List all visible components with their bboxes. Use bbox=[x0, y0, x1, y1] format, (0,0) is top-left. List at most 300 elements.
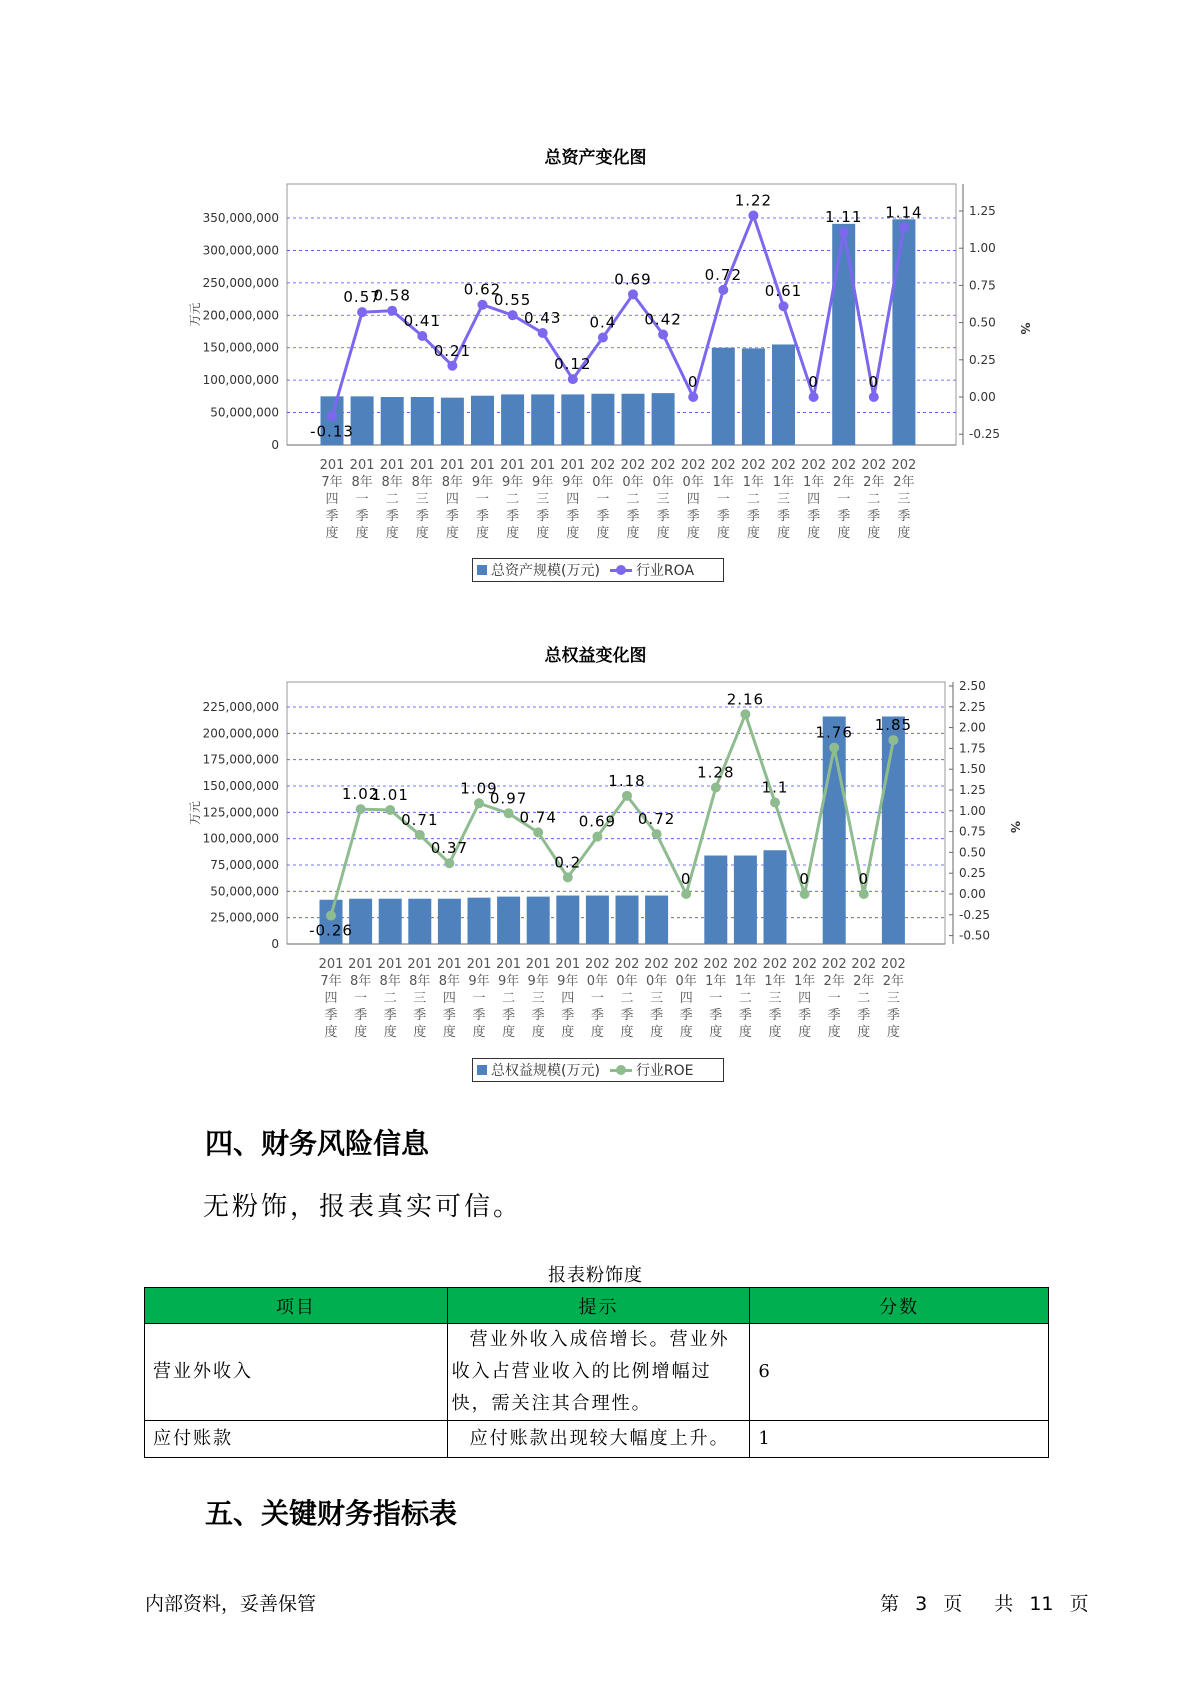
data-label: 1.85 bbox=[874, 716, 913, 735]
x-tick-label: 二 bbox=[746, 492, 760, 507]
bar bbox=[764, 850, 787, 944]
data-label: 0.72 bbox=[704, 265, 743, 284]
x-tick-label: 一 bbox=[354, 991, 368, 1006]
x-tick-label: 度 bbox=[383, 1025, 397, 1040]
x-tick-label: 季 bbox=[716, 509, 730, 524]
header-item: 项目 bbox=[145, 1288, 448, 1324]
line-point bbox=[504, 808, 514, 818]
x-tick-label: 季 bbox=[897, 509, 911, 524]
x-tick-label: 一 bbox=[596, 492, 610, 507]
x-tick-label: 一 bbox=[355, 492, 369, 507]
x-tick-label: 季 bbox=[620, 1008, 634, 1023]
x-tick-label: 度 bbox=[626, 526, 640, 541]
cell-item: 应付账款 bbox=[145, 1421, 448, 1458]
line-point bbox=[809, 392, 819, 402]
y-tick-right: 0.00 bbox=[969, 390, 996, 404]
x-tick-label: 202 bbox=[584, 957, 610, 972]
x-tick-label: 201 bbox=[318, 957, 344, 972]
data-label: 0 bbox=[680, 870, 692, 888]
x-tick-label: 202 bbox=[732, 957, 758, 972]
x-tick-label: 8年 bbox=[409, 974, 431, 989]
x-tick-label: 度 bbox=[827, 1025, 841, 1040]
x-tick-label: 度 bbox=[650, 1025, 664, 1040]
data-label: 1.22 bbox=[734, 191, 773, 210]
x-tick-label: 202 bbox=[740, 458, 766, 473]
x-tick-label: 2年 bbox=[853, 974, 875, 989]
line-point bbox=[628, 289, 638, 299]
x-tick-label: 季 bbox=[355, 509, 369, 524]
x-tick-label: 四 bbox=[798, 991, 812, 1006]
y-tick-right: 1.25 bbox=[969, 204, 996, 218]
x-tick-label: 201 bbox=[407, 957, 433, 972]
x-tick-label: 0年 bbox=[675, 974, 697, 989]
line-point bbox=[447, 361, 457, 371]
x-tick-label: 季 bbox=[566, 509, 580, 524]
x-tick-label: 202 bbox=[851, 957, 877, 972]
table-row bbox=[145, 1324, 1049, 1421]
x-tick-label: 一 bbox=[827, 991, 841, 1006]
y-tick-right: 1.25 bbox=[959, 783, 986, 797]
x-tick-label: 度 bbox=[738, 1025, 752, 1040]
x-tick-label: 度 bbox=[686, 526, 700, 541]
x-tick-label: 1年 bbox=[802, 475, 825, 490]
y-tick-right: 1.00 bbox=[969, 241, 996, 256]
x-tick-label: 二 bbox=[383, 991, 397, 1006]
x-tick-label: 202 bbox=[650, 458, 676, 473]
section-heading-financial-risk: 四、财务风险信息 bbox=[205, 1127, 430, 1160]
x-tick-label: 季 bbox=[686, 509, 700, 524]
y-tick-left: 150,000,000 bbox=[202, 340, 279, 355]
x-tick-label: 季 bbox=[531, 1008, 545, 1023]
bar bbox=[882, 716, 905, 944]
x-tick-label: 季 bbox=[827, 1008, 841, 1023]
line-point bbox=[681, 889, 691, 899]
x-tick-label: 度 bbox=[768, 1025, 782, 1040]
x-tick-label: 0年 bbox=[586, 974, 609, 989]
x-tick-label: 202 bbox=[590, 458, 616, 473]
x-tick-label: 度 bbox=[776, 526, 791, 541]
chart-legend-assets bbox=[472, 558, 724, 582]
x-tick-label: 201 bbox=[560, 458, 586, 473]
data-label: 0.62 bbox=[463, 280, 502, 299]
x-tick-label: 一 bbox=[716, 492, 730, 507]
bar bbox=[471, 396, 494, 445]
x-tick-label: 202 bbox=[703, 957, 729, 972]
x-tick-label: 四 bbox=[679, 991, 693, 1006]
data-label: 0.37 bbox=[430, 839, 469, 858]
x-tick-label: 季 bbox=[442, 1008, 456, 1023]
x-tick-label: 9年 bbox=[527, 974, 549, 989]
x-tick-label: 202 bbox=[821, 957, 847, 972]
x-tick-label: 季 bbox=[475, 509, 490, 524]
total-suffix: 页 bbox=[1069, 1593, 1089, 1615]
line-point bbox=[652, 829, 662, 839]
x-tick-label: 季 bbox=[776, 509, 791, 524]
x-tick-label: 201 bbox=[377, 957, 403, 972]
y-tick-left: 200,000,000 bbox=[202, 726, 279, 741]
x-tick-label: 201 bbox=[470, 458, 495, 473]
data-label: 0.58 bbox=[373, 286, 411, 305]
x-tick-label: 三 bbox=[656, 492, 670, 507]
line-point bbox=[899, 222, 909, 232]
data-label: 0.43 bbox=[523, 309, 562, 328]
x-tick-label: 1年 bbox=[742, 475, 765, 490]
x-tick-label: 四 bbox=[686, 492, 700, 507]
x-tick-label: 季 bbox=[506, 509, 520, 524]
bar bbox=[527, 897, 550, 944]
data-label: 1.14 bbox=[885, 203, 923, 222]
line-point bbox=[800, 889, 810, 899]
data-label: 0.97 bbox=[489, 789, 528, 808]
x-tick-label: 季 bbox=[536, 509, 550, 524]
x-tick-label: 202 bbox=[644, 957, 670, 972]
x-tick-label: 201 bbox=[466, 957, 492, 972]
y-tick-right: -0.25 bbox=[969, 427, 1001, 442]
x-tick-label: 2年 bbox=[833, 475, 855, 490]
x-tick-label: 202 bbox=[801, 458, 827, 473]
x-tick-label: 度 bbox=[325, 526, 339, 541]
y-tick-right: 0.00 bbox=[959, 887, 986, 901]
x-tick-label: 季 bbox=[798, 1008, 812, 1023]
y-tick-left: 100,000,000 bbox=[202, 831, 279, 846]
data-label: 2.16 bbox=[726, 690, 765, 709]
chart-title-total-equity: 总权益变化图 bbox=[544, 646, 647, 666]
x-tick-label: 度 bbox=[857, 1025, 871, 1040]
x-tick-label: 一 bbox=[475, 492, 490, 507]
x-tick-label: 度 bbox=[502, 1025, 516, 1040]
x-tick-label: 度 bbox=[324, 1025, 338, 1040]
x-tick-label: 季 bbox=[837, 509, 851, 524]
x-tick-label: 二 bbox=[857, 991, 871, 1006]
line-point bbox=[387, 306, 397, 316]
data-label: 1.01 bbox=[371, 785, 409, 804]
x-tick-label: 二 bbox=[620, 991, 634, 1006]
bar bbox=[556, 896, 579, 944]
x-tick-label: 2年 bbox=[893, 475, 915, 490]
line-point bbox=[688, 392, 698, 402]
y-tick-left: 75,000,000 bbox=[210, 858, 279, 872]
y-tick-right: 2.00 bbox=[959, 720, 986, 735]
y-tick-right: -0.50 bbox=[959, 928, 991, 943]
bar bbox=[351, 396, 374, 445]
data-label: 0.12 bbox=[554, 355, 592, 374]
legend-line-label: 行业ROE bbox=[635, 1063, 694, 1079]
y-tick-left: 25,000,000 bbox=[210, 910, 279, 925]
footer-confidential-note: 内部资料，妥善保管 bbox=[145, 1593, 317, 1615]
x-tick-label: 季 bbox=[472, 1008, 486, 1023]
data-label: 0 bbox=[799, 870, 810, 888]
y-tick-right: 0.50 bbox=[969, 315, 996, 330]
bar bbox=[468, 898, 491, 944]
risk-conclusion-text: 无粉饰，报表真实可信。 bbox=[203, 1192, 523, 1222]
x-tick-label: 度 bbox=[413, 1025, 427, 1040]
data-label: 0 bbox=[808, 373, 819, 391]
x-tick-label: 202 bbox=[710, 458, 736, 473]
y-tick-left: 150,000,000 bbox=[202, 779, 279, 793]
data-label: 0.69 bbox=[578, 812, 617, 831]
x-tick-label: 2年 bbox=[882, 974, 905, 989]
x-tick-label: 季 bbox=[746, 509, 760, 524]
total-prefix: 共 bbox=[994, 1593, 1014, 1615]
legend-bar-label: 总权益规模(万元) bbox=[491, 1063, 600, 1079]
x-tick-label: 201 bbox=[439, 458, 465, 473]
cell-score: 6 bbox=[750, 1324, 1049, 1421]
x-tick-label: 一 bbox=[590, 991, 604, 1006]
bar bbox=[441, 398, 464, 445]
line-point bbox=[444, 858, 454, 868]
footer-page-number bbox=[880, 1589, 1089, 1616]
line-point bbox=[859, 889, 869, 899]
line-point bbox=[888, 735, 898, 745]
bar bbox=[531, 394, 554, 445]
y-axis-label-right: % bbox=[1018, 322, 1032, 335]
data-label: 0.21 bbox=[433, 341, 472, 360]
total-equity-chart bbox=[0, 672, 1191, 1052]
x-tick-label: 度 bbox=[385, 526, 399, 541]
data-label: 1.09 bbox=[460, 779, 498, 798]
data-label: -0.13 bbox=[310, 422, 354, 441]
bar bbox=[832, 224, 855, 445]
x-tick-label: 201 bbox=[348, 957, 374, 972]
line-point bbox=[357, 307, 367, 317]
legend-bar-swatch bbox=[477, 1065, 487, 1075]
y-tick-right: 2.50 bbox=[959, 679, 986, 693]
x-tick-label: 三 bbox=[413, 991, 427, 1006]
legend-line-label: 行业ROA bbox=[635, 563, 695, 579]
data-label: 0.57 bbox=[343, 288, 381, 307]
x-tick-label: 1年 bbox=[793, 974, 816, 989]
y-tick-right: 0.25 bbox=[959, 866, 986, 881]
table-row bbox=[145, 1421, 1049, 1458]
window-dressing-table bbox=[144, 1287, 1049, 1458]
bar bbox=[772, 344, 795, 445]
line-point bbox=[829, 743, 839, 753]
x-tick-label: 度 bbox=[415, 526, 429, 541]
y-tick-right: 1.50 bbox=[959, 762, 986, 777]
data-label: 0.72 bbox=[637, 810, 676, 829]
x-tick-label: 季 bbox=[807, 509, 821, 524]
x-tick-label: 季 bbox=[867, 509, 881, 524]
x-tick-label: 度 bbox=[561, 1025, 575, 1040]
x-tick-label: 0年 bbox=[592, 475, 614, 490]
x-tick-label: 度 bbox=[679, 1025, 693, 1040]
data-label: 0 bbox=[868, 373, 880, 391]
line-point bbox=[563, 872, 573, 882]
data-label: 0.4 bbox=[589, 313, 617, 332]
data-label: -0.26 bbox=[309, 921, 353, 940]
y-axis-label-left: 万元 bbox=[188, 800, 202, 826]
x-tick-label: 1年 bbox=[772, 475, 795, 490]
x-tick-label: 三 bbox=[415, 492, 429, 507]
x-tick-label: 9年 bbox=[557, 974, 579, 989]
bar bbox=[591, 394, 614, 445]
section-heading-key-indicators: 五、关键财务指标表 bbox=[205, 1497, 458, 1530]
line-point bbox=[740, 709, 750, 719]
x-tick-label: 四 bbox=[566, 492, 580, 507]
x-tick-label: 0年 bbox=[616, 974, 638, 989]
x-tick-label: 9年 bbox=[468, 974, 490, 989]
legend-line-swatch bbox=[610, 565, 632, 575]
x-tick-label: 度 bbox=[536, 526, 550, 541]
x-tick-label: 202 bbox=[880, 957, 906, 972]
page-suffix: 页 bbox=[943, 1593, 963, 1615]
line-point bbox=[356, 804, 366, 814]
y-tick-right: 0.50 bbox=[959, 845, 986, 860]
x-tick-label: 0年 bbox=[682, 475, 704, 490]
x-tick-label: 0年 bbox=[622, 475, 644, 490]
x-tick-label: 三 bbox=[536, 492, 550, 507]
page-prefix: 第 bbox=[880, 1593, 900, 1615]
x-tick-label: 二 bbox=[506, 492, 520, 507]
y-tick-left: 300,000,000 bbox=[202, 243, 279, 258]
line-point bbox=[326, 911, 336, 921]
x-tick-label: 季 bbox=[768, 1008, 782, 1023]
data-label: 1.1 bbox=[761, 778, 789, 797]
x-tick-label: 8年 bbox=[349, 974, 372, 989]
x-tick-label: 度 bbox=[897, 526, 911, 541]
data-label: 0.41 bbox=[403, 311, 442, 330]
chart-title-total-assets: 总资产变化图 bbox=[544, 148, 647, 168]
data-label: 1.02 bbox=[341, 785, 380, 804]
x-tick-label: 度 bbox=[472, 1025, 486, 1040]
page-current: 3 bbox=[915, 1593, 928, 1615]
data-label: 0 bbox=[858, 870, 870, 888]
x-tick-label: 7年 bbox=[321, 475, 343, 490]
x-tick-label: 季 bbox=[325, 509, 339, 524]
x-tick-label: 201 bbox=[349, 458, 375, 473]
x-tick-label: 季 bbox=[738, 1008, 752, 1023]
line-point bbox=[748, 210, 758, 220]
x-tick-label: 201 bbox=[319, 458, 345, 473]
x-tick-label: 201 bbox=[436, 957, 462, 972]
header-hint: 提示 bbox=[447, 1288, 750, 1324]
x-tick-label: 202 bbox=[680, 458, 706, 473]
bar bbox=[645, 896, 668, 944]
x-tick-label: 度 bbox=[566, 526, 580, 541]
line-point bbox=[533, 827, 543, 837]
x-tick-label: 季 bbox=[886, 1008, 900, 1023]
x-tick-label: 度 bbox=[355, 526, 369, 541]
y-tick-right: 1.75 bbox=[959, 741, 986, 756]
x-tick-label: 202 bbox=[831, 458, 857, 473]
y-axis-label-left: 万元 bbox=[188, 302, 202, 327]
y-tick-right: 2.25 bbox=[959, 699, 986, 714]
x-tick-label: 季 bbox=[324, 1008, 338, 1023]
line-point bbox=[770, 797, 780, 807]
line-point bbox=[658, 330, 668, 340]
bar bbox=[586, 896, 609, 944]
x-tick-label: 季 bbox=[354, 1008, 368, 1023]
x-tick-label: 201 bbox=[525, 957, 551, 972]
line-point bbox=[592, 832, 602, 842]
x-tick-label: 二 bbox=[867, 492, 881, 507]
bar bbox=[501, 394, 524, 445]
y-tick-left: 0 bbox=[271, 937, 279, 951]
bar bbox=[712, 348, 735, 445]
page-total: 11 bbox=[1029, 1593, 1054, 1615]
data-label: 1.76 bbox=[815, 723, 853, 742]
bar bbox=[379, 899, 402, 944]
x-tick-label: 度 bbox=[590, 1025, 604, 1040]
x-tick-label: 1年 bbox=[734, 974, 757, 989]
x-tick-label: 201 bbox=[530, 458, 556, 473]
y-axis-label-right: % bbox=[1008, 820, 1022, 834]
data-label: 0.55 bbox=[493, 291, 532, 310]
x-tick-label: 201 bbox=[500, 458, 526, 473]
x-tick-label: 季 bbox=[561, 1008, 575, 1023]
x-tick-label: 季 bbox=[415, 509, 429, 524]
x-tick-label: 二 bbox=[626, 492, 640, 507]
x-tick-label: 9年 bbox=[532, 475, 554, 490]
x-tick-label: 度 bbox=[442, 1025, 456, 1040]
y-tick-left: 100,000,000 bbox=[202, 373, 279, 388]
x-tick-label: 度 bbox=[867, 526, 881, 541]
x-tick-label: 二 bbox=[738, 991, 752, 1006]
y-tick-left: 50,000,000 bbox=[210, 405, 279, 420]
x-tick-label: 三 bbox=[531, 991, 545, 1006]
x-tick-label: 9年 bbox=[471, 475, 494, 490]
header-score: 分数 bbox=[750, 1288, 1049, 1324]
line-point bbox=[598, 332, 608, 342]
x-tick-label: 季 bbox=[445, 509, 459, 524]
line-point bbox=[474, 798, 484, 808]
table-caption: 报表粉饰度 bbox=[548, 1265, 643, 1286]
x-tick-label: 202 bbox=[673, 957, 699, 972]
x-tick-label: 度 bbox=[837, 526, 851, 541]
x-tick-label: 度 bbox=[596, 526, 610, 541]
y-tick-right: 1.00 bbox=[959, 803, 986, 818]
data-label: 1.28 bbox=[697, 763, 735, 782]
x-tick-label: 2年 bbox=[863, 475, 885, 490]
x-tick-label: 季 bbox=[383, 1008, 397, 1023]
data-label: 1.11 bbox=[824, 207, 863, 226]
x-tick-label: 度 bbox=[531, 1025, 545, 1040]
x-tick-label: 季 bbox=[857, 1008, 871, 1023]
line-point bbox=[622, 791, 632, 801]
bar bbox=[652, 393, 675, 445]
x-tick-label: 四 bbox=[324, 991, 338, 1006]
x-tick-label: 9年 bbox=[497, 974, 520, 989]
x-tick-label: 二 bbox=[502, 991, 516, 1006]
y-tick-right: -0.25 bbox=[959, 907, 991, 922]
x-tick-label: 度 bbox=[475, 526, 490, 541]
data-label: 0.61 bbox=[764, 282, 803, 301]
legend-bar-swatch bbox=[477, 565, 487, 575]
bar bbox=[616, 896, 639, 944]
bar bbox=[411, 397, 434, 445]
x-tick-label: 201 bbox=[409, 458, 435, 473]
x-tick-label: 8年 bbox=[441, 475, 464, 490]
data-label: 0.69 bbox=[614, 270, 652, 289]
x-tick-label: 三 bbox=[650, 991, 664, 1006]
line-point bbox=[415, 830, 425, 840]
data-label: 0 bbox=[687, 373, 699, 391]
data-label: 0.42 bbox=[644, 310, 682, 329]
line-point bbox=[508, 310, 518, 320]
line-point bbox=[327, 411, 337, 421]
y-tick-left: 125,000,000 bbox=[202, 805, 279, 820]
line-point bbox=[478, 300, 488, 310]
x-tick-label: 度 bbox=[886, 1025, 900, 1040]
y-tick-right: 0.75 bbox=[959, 824, 986, 839]
x-tick-label: 202 bbox=[861, 458, 887, 473]
x-tick-label: 季 bbox=[650, 1008, 664, 1023]
data-label: 0.74 bbox=[519, 808, 557, 827]
table-header-row bbox=[145, 1288, 1049, 1324]
x-tick-label: 一 bbox=[709, 991, 723, 1006]
y-tick-left: 0 bbox=[271, 438, 279, 452]
x-tick-label: 度 bbox=[506, 526, 520, 541]
